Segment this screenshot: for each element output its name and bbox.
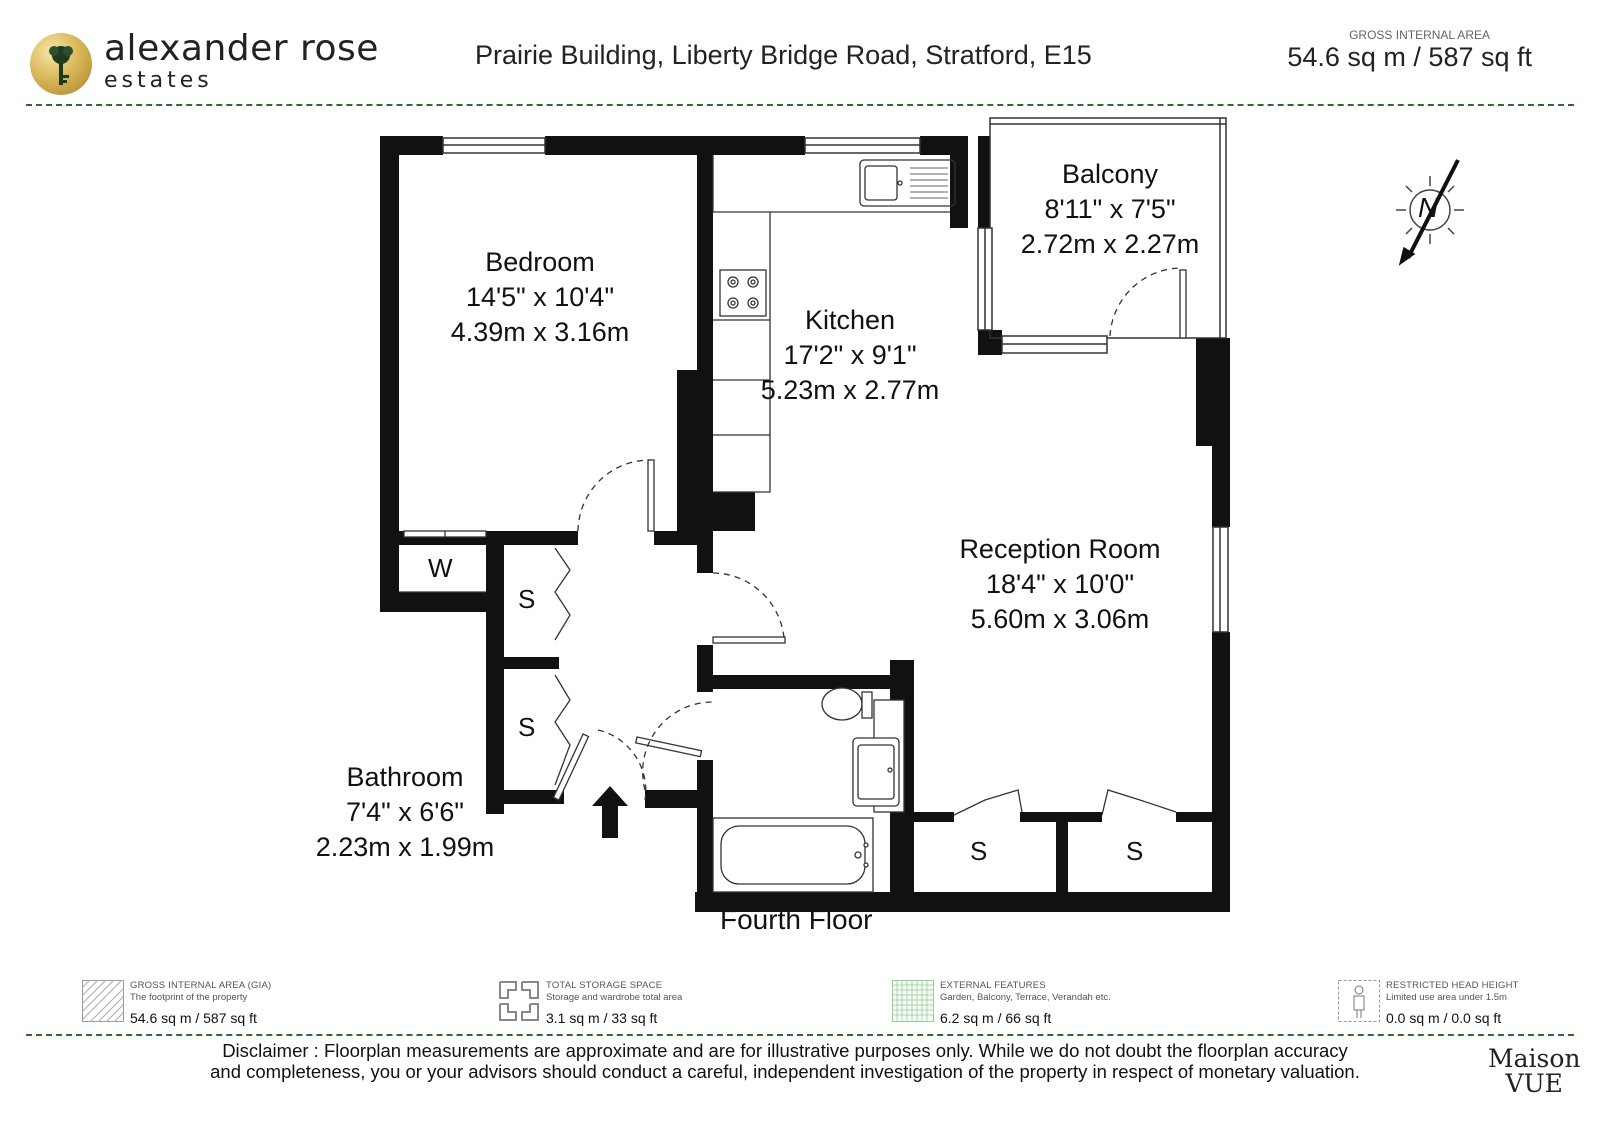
- room-name: Bathroom: [346, 762, 464, 792]
- head-height-person-icon: [1338, 980, 1380, 1022]
- storage-label: S: [518, 712, 536, 742]
- room-imperial: 14'5" x 10'4": [465, 282, 615, 312]
- room-bedroom: [430, 245, 650, 350]
- footer-brand-line: VUE: [1505, 1069, 1563, 1098]
- legend-title: EXTERNAL FEATURES: [940, 980, 1046, 991]
- floor-name: Fourth Floor: [720, 904, 873, 935]
- legend-subtitle: The footprint of the property: [130, 992, 248, 1003]
- room-kitchen: [740, 303, 960, 408]
- disclaimer-line: Disclaimer : Floorplan measurements are approximate and are for illustrative purposes only. While we do not doubt the floorplan accuracy: [222, 1040, 1348, 1061]
- storage-icon: [498, 980, 540, 1022]
- brand-name: alexander rose: [104, 28, 379, 69]
- room-bathroom: [290, 760, 520, 865]
- room-name: Kitchen: [804, 305, 896, 335]
- room-metric: 5.60m x 3.06m: [970, 604, 1150, 634]
- room-metric: 2.23m x 1.99m: [315, 832, 495, 862]
- disclaimer: [150, 1040, 1420, 1082]
- room-name: Reception Room: [959, 534, 1161, 564]
- legend-title: TOTAL STORAGE SPACE: [546, 980, 663, 991]
- footer-divider: [26, 1034, 1574, 1036]
- storage-label: S: [518, 584, 536, 614]
- room-metric: 5.23m x 2.77m: [760, 375, 940, 405]
- room-reception: [930, 532, 1190, 637]
- room-balcony: [1000, 157, 1220, 262]
- room-imperial: 7'4" x 6'6": [345, 797, 465, 827]
- legend-value: 3.1 sq m / 33 sq ft: [546, 1010, 658, 1026]
- brand-subname: estates: [104, 68, 213, 93]
- storage-label: S: [970, 836, 988, 866]
- legend-title: GROSS INTERNAL AREA (GIA): [130, 980, 272, 991]
- room-imperial: 8'11" x 7'5": [1044, 194, 1176, 224]
- room-name: Balcony: [1061, 159, 1159, 189]
- legend-value: 0.0 sq m / 0.0 sq ft: [1386, 1010, 1502, 1026]
- entrance-arrow-icon: [592, 786, 628, 838]
- disclaimer-line: and completeness, you or your advisors should conduct a careful, independent investigation of the property in respect of monetary valuation.: [210, 1061, 1360, 1082]
- room-name: Bedroom: [485, 247, 595, 277]
- room-metric: 2.72m x 2.27m: [1020, 229, 1200, 259]
- room-imperial: 17'2" x 9'1": [783, 340, 917, 370]
- bathroom-fixtures: [713, 688, 904, 892]
- room-imperial: 18'4" x 10'0": [985, 569, 1135, 599]
- legend-title: RESTRICTED HEAD HEIGHT: [1386, 980, 1519, 991]
- property-address: Prairie Building, Liberty Bridge Road, Stratford, E15: [475, 40, 1092, 70]
- footer-brand: [1488, 1046, 1580, 1096]
- hatch-gia-icon: [82, 980, 124, 1022]
- legend-subtitle: Garden, Balcony, Terrace, Verandah etc.: [940, 992, 1111, 1003]
- external-grid-icon: [892, 980, 934, 1022]
- legend-value: 6.2 sq m / 66 sq ft: [940, 1010, 1052, 1026]
- legend-subtitle: Storage and wardrobe total area: [546, 992, 683, 1003]
- wardrobe-label: W: [428, 553, 453, 583]
- legend-value: 54.6 sq m / 587 sq ft: [130, 1010, 257, 1026]
- gia-header-label: GROSS INTERNAL AREA: [1349, 28, 1490, 42]
- storage-label: S: [1126, 836, 1144, 866]
- legend-subtitle: Limited use area under 1.5m: [1386, 992, 1507, 1003]
- room-metric: 4.39m x 3.16m: [450, 317, 630, 347]
- gia-header-value: 54.6 sq m / 587 sq ft: [1287, 42, 1532, 72]
- compass-label: N: [1418, 192, 1439, 223]
- footer-brand-line: Maison: [1488, 1044, 1581, 1073]
